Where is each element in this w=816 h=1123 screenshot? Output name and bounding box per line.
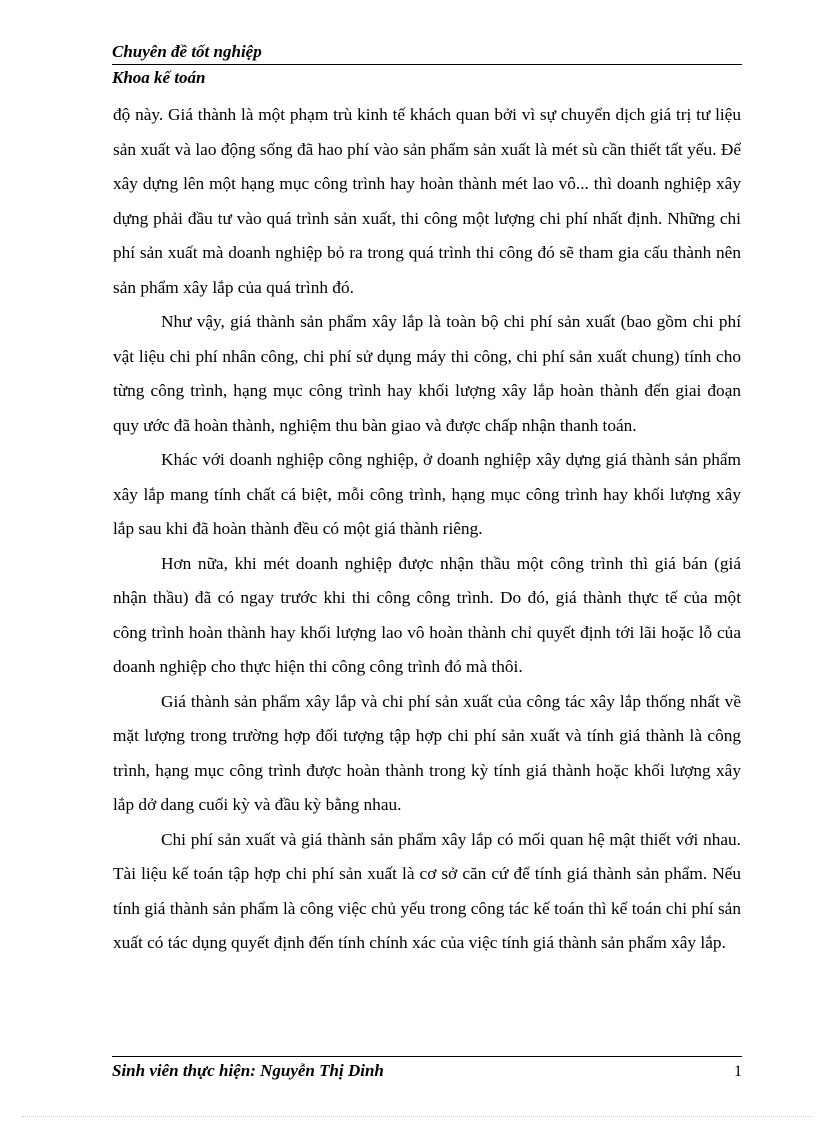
- footer-author: Sinh viên thực hiện: Nguyễn Thị Dinh: [112, 1061, 384, 1080]
- paragraph-continued: độ này. Giá thành là một phạm trù kinh tế khách quan bởi vì sự chuyển dịch giá trị tư liệu sản xuất và lao động sống đã hao phí vào sản phẩm sản xuất là mét sù cần thiết tất yếu. Để xây dựng lên một hạng mục công trình hay hoàn thành mét lao vô... thì doanh nghiệp xây dựng phải đầu tư vào quá trình sản xuất, thi công một lượng chi phí nhất định. Những chi phí sản xuất mà doanh nghiệp bỏ ra trong quá trình thi công đó sẽ tham gia cấu thành nên sản phẩm xây lắp của quá trình đó.: [113, 105, 741, 297]
- paragraph: Như vậy, giá thành sản phẩm xây lắp là toàn bộ chi phí sản xuất (bao gồm chi phí vật liệu chi phí nhân công, chi phí sử dụng máy thi công, chi phí sản xuất chung) tính cho từng công trình, hạng mục công trình hay khối lượng xây lắp hoàn thành đến giai đoạn quy ước đã hoàn thành, nghiệm thu bàn giao và được chấp nhận thanh toán.: [113, 312, 741, 435]
- body-text: [113, 98, 741, 961]
- header-rule: [112, 64, 742, 65]
- page-footer: [112, 1056, 742, 1081]
- footer-rule: [112, 1056, 742, 1057]
- document-title: Chuyên đề tốt nghiệp: [112, 42, 262, 61]
- paragraph: Giá thành sản phẩm xây lắp và chi phí sản xuất của công tác xây lắp thống nhất về mặt lượng trong trường hợp đối tượng tập hợp chi phí sản xuất và tính giá thành là công trình, hạng mục công trình được hoàn thành trong kỳ tính giá thành hoặc khối lượng xây lắp dở dang cuối kỳ và đầu kỳ bằng nhau.: [113, 691, 741, 814]
- paragraph: Khác với doanh nghiệp công nghiệp, ở doanh nghiệp xây dựng giá thành sản phẩm xây lắp mang tính chất cá biệt, mỗi công trình, hạng mục công trình hay khối lượng xây lắp sau khi đã hoàn thành đều có một giá thành riêng.: [113, 450, 741, 538]
- paragraph: Hơn nữa, khi mét doanh nghiệp được nhận thầu một công trình thì giá bán (giá nhận thầu) đã có ngay trước khi thi công công trình. Do đó, giá thành thực tế của một công trình hoàn thành hay khối lượng lao vô hoàn thành chỉ quyết định tới lãi hoặc lỗ của doanh nghiệp cho thực hiện thi công công trình đó mà thôi.: [113, 553, 741, 676]
- paragraph: Chi phí sản xuất và giá thành sản phẩm xây lắp có mối quan hệ mật thiết với nhau. Tài liệu kế toán tập hợp chi phí sản xuất là cơ sở căn cứ để tính giá thành sản phẩm. Nếu tính giá thành sản phẩm là công việc chủ yếu trong công tác kế toán thì kế toán chi phí sản xuất có tác dụng quyết định đến tính chính xác của việc tính giá thành sản phẩm xây lắp.: [113, 829, 741, 952]
- page-header: [112, 42, 742, 88]
- page-bottom-border: [22, 1116, 812, 1117]
- department-name: Khoa kế toán: [112, 68, 206, 87]
- page-number: 1: [734, 1063, 742, 1080]
